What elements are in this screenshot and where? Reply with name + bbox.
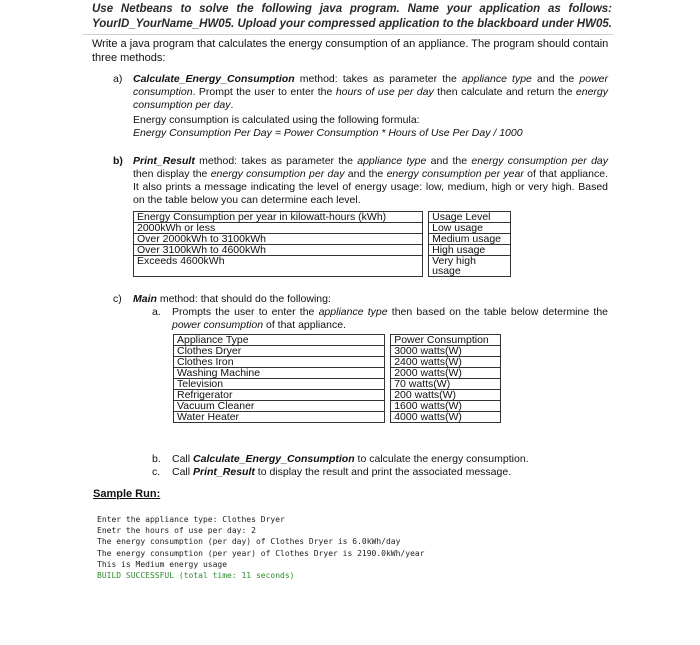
method-b-emph-2: energy consumption per day: [471, 155, 608, 167]
method-b-text-4: and the: [344, 168, 387, 180]
method-a-name: Calculate_Energy_Consumption: [133, 73, 295, 85]
table-cell: 200 watts(W): [391, 390, 501, 401]
table-cell: Exceeds 4600kWh: [134, 256, 423, 277]
method-c-description: [113, 293, 608, 306]
table-row: [134, 256, 511, 277]
step-a-text-2: then based on the table below determine the: [387, 306, 608, 318]
table-cell: 4000 watts(W): [391, 412, 501, 423]
assignment-header: [92, 2, 612, 32]
table-row: [174, 368, 501, 379]
method-a-text-1: method: takes as parameter the: [294, 73, 462, 85]
header-divider: [83, 34, 613, 35]
formula: Energy Consumption Per Day = Power Consumption * Hours of Use Per Day / 1000: [133, 127, 523, 139]
table-cell: Television: [174, 379, 385, 390]
table-cell: 70 watts(W): [391, 379, 501, 390]
table-cell: Clothes Dryer: [174, 346, 385, 357]
method-b-emph-4: energy consumption per year: [386, 168, 524, 180]
output-line: The energy consumption (per day) of Clothes Dryer is 6.0kWh/day: [97, 537, 401, 547]
table-cell: Medium usage: [429, 234, 511, 245]
table-cell: Usage Level: [429, 212, 511, 223]
table-cell: Washing Machine: [174, 368, 385, 379]
table-cell: Refrigerator: [174, 390, 385, 401]
header-row: [174, 335, 501, 346]
method-a-emph-1: appliance type: [461, 73, 532, 85]
step-b-text-1: Call: [172, 453, 194, 465]
output-line: Enetr the hours of use per day: 2: [97, 526, 256, 536]
table-cell: 2000 watts(W): [391, 368, 501, 379]
table-row: [134, 234, 511, 245]
method-b-name: Print_Result: [133, 155, 195, 167]
step-c-text-2: to display the result and print the associated message.: [254, 466, 512, 478]
step-a-text-1: Prompts the user to enter the: [172, 306, 319, 318]
table-cell: Power Consumption: [391, 335, 501, 346]
method-a-text-3: . Prompt the user to enter the: [192, 86, 336, 98]
step-b-method-name: Calculate_Energy_Consumption: [193, 453, 355, 465]
table-row: [174, 401, 501, 412]
step-b-marker: b.: [152, 453, 161, 465]
step-b-text-2: to calculate the energy consumption.: [354, 453, 529, 465]
step-a: [152, 306, 608, 332]
table-cell: 2400 watts(W): [391, 357, 501, 368]
item-b-marker: b): [113, 155, 123, 167]
method-b-text-2: and the: [426, 155, 472, 167]
intro-paragraph: Write a java program that calculates the energy consumption of an appliance. The program should contain three methods:: [92, 38, 609, 64]
appliance-power-table: [173, 334, 501, 423]
usage-level-table: [133, 211, 511, 277]
step-a-marker: a.: [152, 306, 161, 318]
formula-intro: Energy consumption is calculated using the following formula:: [133, 114, 420, 126]
step-a-emph-1: appliance type: [318, 306, 388, 318]
method-b-emph-3: energy consumption per day: [210, 168, 345, 180]
method-a-emph-2: power consumption: [133, 73, 608, 98]
header-line-2: YourID_YourName_HW05. Upload your compressed application to the blackboard under HW05.: [92, 18, 612, 30]
step-a-emph-2: power consumption: [172, 319, 264, 331]
table-cell: Appliance Type: [174, 335, 385, 346]
table-cell: 2000kWh or less: [134, 223, 423, 234]
table-row: [134, 223, 511, 234]
table-cell: Clothes Iron: [174, 357, 385, 368]
table-row: [174, 412, 501, 423]
step-a-text-3: of that appliance.: [263, 319, 346, 331]
table-row: [134, 245, 511, 256]
table-cell: Over 3100kWh to 4600kWh: [134, 245, 423, 256]
table-cell: Vacuum Cleaner: [174, 401, 385, 412]
item-a-marker: a): [113, 73, 123, 85]
method-b-description: [113, 155, 608, 207]
method-a-text-5: .: [230, 99, 234, 111]
table-row: [174, 357, 501, 368]
table-cell: Very high usage: [429, 256, 511, 277]
table-cell: Low usage: [429, 223, 511, 234]
sample-run-output: [97, 514, 597, 581]
header-line-1: Use Netbeans to solve the following java program. Name your application as follows:: [92, 3, 612, 15]
method-a-description: [113, 73, 608, 112]
output-line: Enter the appliance type: Clothes Dryer: [97, 515, 285, 524]
item-c-marker: c): [113, 293, 122, 305]
table-cell: Energy Consumption per year in kilowatt-hours (kWh): [134, 212, 423, 223]
table-row: [174, 346, 501, 357]
method-b-emph-1: appliance type: [357, 155, 427, 167]
step-c-method-name: Print_Result: [193, 466, 255, 478]
method-c-text: method: that should do the following:: [156, 293, 331, 305]
table-cell: 3000 watts(W): [391, 346, 501, 357]
method-b-text-5: of that appliance. It also prints a message indicating the level of energy usage: low, medium, high or very high. Based on the table below you can determine each level.: [133, 168, 608, 206]
step-b: [152, 453, 608, 466]
step-c: [152, 466, 608, 479]
method-a-text-2: and the: [531, 73, 580, 85]
method-a-text-4: then calculate and return the: [433, 86, 576, 98]
method-b-text-1: method: takes as parameter the: [194, 155, 358, 167]
method-a-emph-3: hours of use per day: [335, 86, 434, 98]
table-row: [174, 379, 501, 390]
output-line: The energy consumption (per year) of Clothes Dryer is 2190.0kWh/year: [97, 548, 425, 558]
method-b-text-3: then display the: [133, 168, 211, 180]
method-c-name: Main: [133, 293, 157, 305]
sample-run-title: Sample Run:: [93, 488, 161, 500]
output-line: This is Medium energy usage: [97, 559, 228, 569]
table-cell: High usage: [429, 245, 511, 256]
table-cell: 1600 watts(W): [391, 401, 501, 412]
table-cell: Water Heater: [174, 412, 385, 423]
method-a-emph-4: energy consumption per day: [133, 86, 608, 111]
build-status: BUILD SUCCESSFUL (total time: 11 seconds): [97, 571, 295, 581]
table-cell: Over 2000kWh to 3100kWh: [134, 234, 423, 245]
header-row: [134, 212, 511, 223]
table-row: [174, 390, 501, 401]
step-c-text-1: Call: [172, 466, 194, 478]
step-c-marker: c.: [152, 466, 161, 478]
